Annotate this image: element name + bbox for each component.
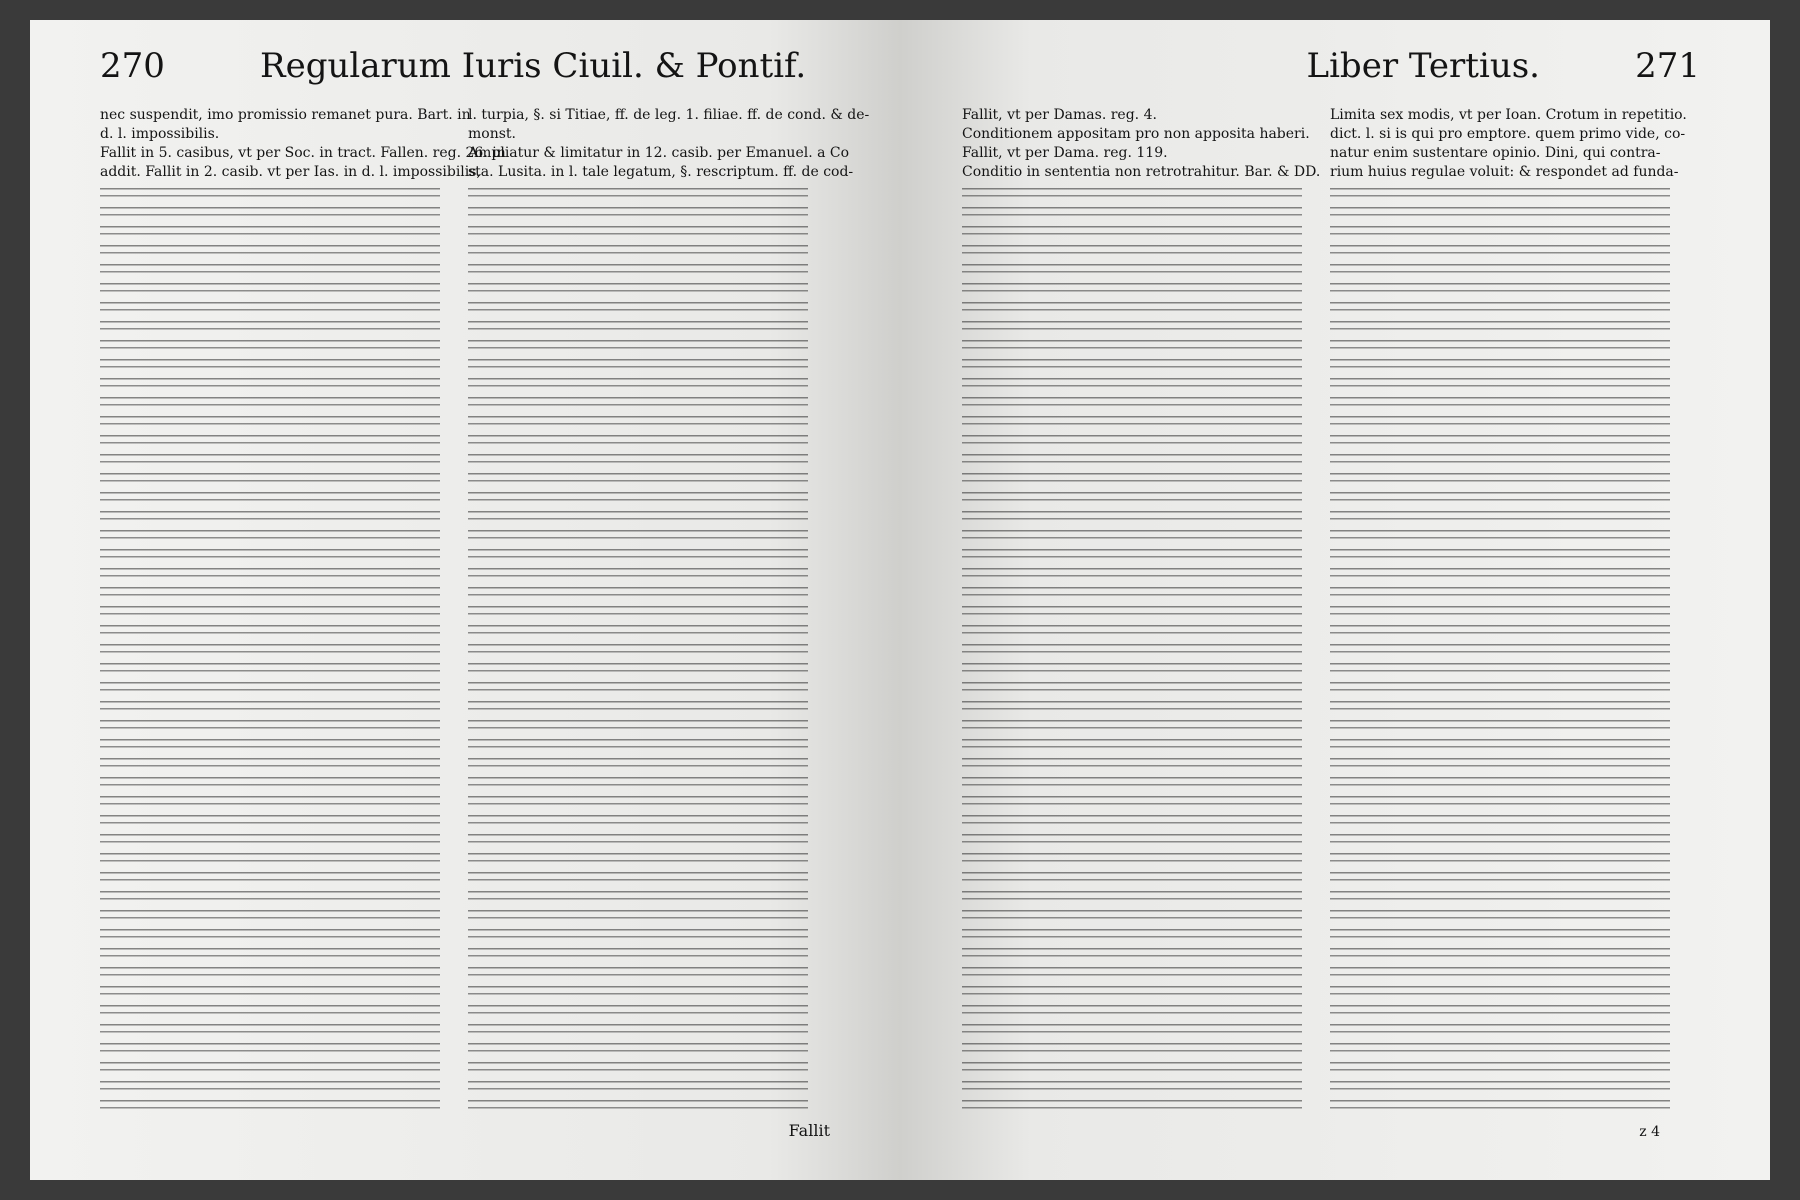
text-line: Fallit, vt per Damas. reg. 4. — [962, 107, 1157, 123]
left-running-title: Regularum Iuris Ciuil. & Pontif. — [260, 46, 807, 86]
left-page-number: 270 — [100, 46, 165, 86]
text-line: rium huius regulae voluit: & respondet ad funda- — [1330, 164, 1679, 180]
book-spread — [30, 20, 1770, 1180]
right-page — [900, 20, 1770, 1180]
text-line: dict. l. si is qui pro emptore. quem primo vide, co- — [1330, 126, 1686, 142]
text-line: natur enim sustentare opinio. Dini, qui contra- — [1330, 145, 1661, 161]
left-column-2 — [468, 106, 870, 1126]
text-line: l. turpia, §. si Titiae, ff. de leg. 1. filiae. ff. de cond. & de- — [468, 107, 870, 123]
text-line: Limita sex modis, vt per Ioan. Crotum in repetitio. — [1330, 107, 1687, 123]
dense-text-block — [962, 188, 1302, 1118]
text-line: Conditio in sententia non retrotrahitur. Bar. & DD. — [962, 164, 1321, 180]
signature-mark: z 4 — [1639, 1124, 1660, 1140]
right-header — [970, 46, 1700, 92]
catchword: Fallit — [788, 1121, 830, 1140]
text-line: Conditionem appositam pro non apposita haberi. — [962, 126, 1310, 142]
text-line: d. l. impossibilis. — [100, 126, 220, 142]
text-line: sta. Lusita. in l. tale legatum, §. rescriptum. ff. de cod- — [468, 164, 854, 180]
text-line: Ampliatur & limitatur in 12. casib. per Emanuel. a Co — [468, 145, 850, 161]
right-column-1 — [962, 106, 1321, 1126]
text-line: monst. — [468, 126, 516, 142]
right-column-2 — [1330, 106, 1687, 1126]
dense-text-block — [100, 188, 440, 1118]
left-page — [30, 20, 900, 1180]
text-line: nec suspendit, imo promissio remanet pura. Bart. in — [100, 107, 471, 123]
text-line: Fallit in 5. casibus, vt per Soc. in tract. Fallen. reg. 26. in — [100, 145, 506, 161]
text-line: addit. Fallit in 2. casib. vt per Ias. in d. l. impossibilis, — [100, 164, 481, 180]
text-line: Fallit, vt per Dama. reg. 119. — [962, 145, 1168, 161]
right-running-title: Liber Tertius. — [1306, 46, 1540, 86]
dense-text-block — [468, 188, 808, 1118]
left-header — [100, 46, 830, 92]
dense-text-block — [1330, 188, 1670, 1118]
right-page-number: 271 — [1635, 46, 1700, 86]
